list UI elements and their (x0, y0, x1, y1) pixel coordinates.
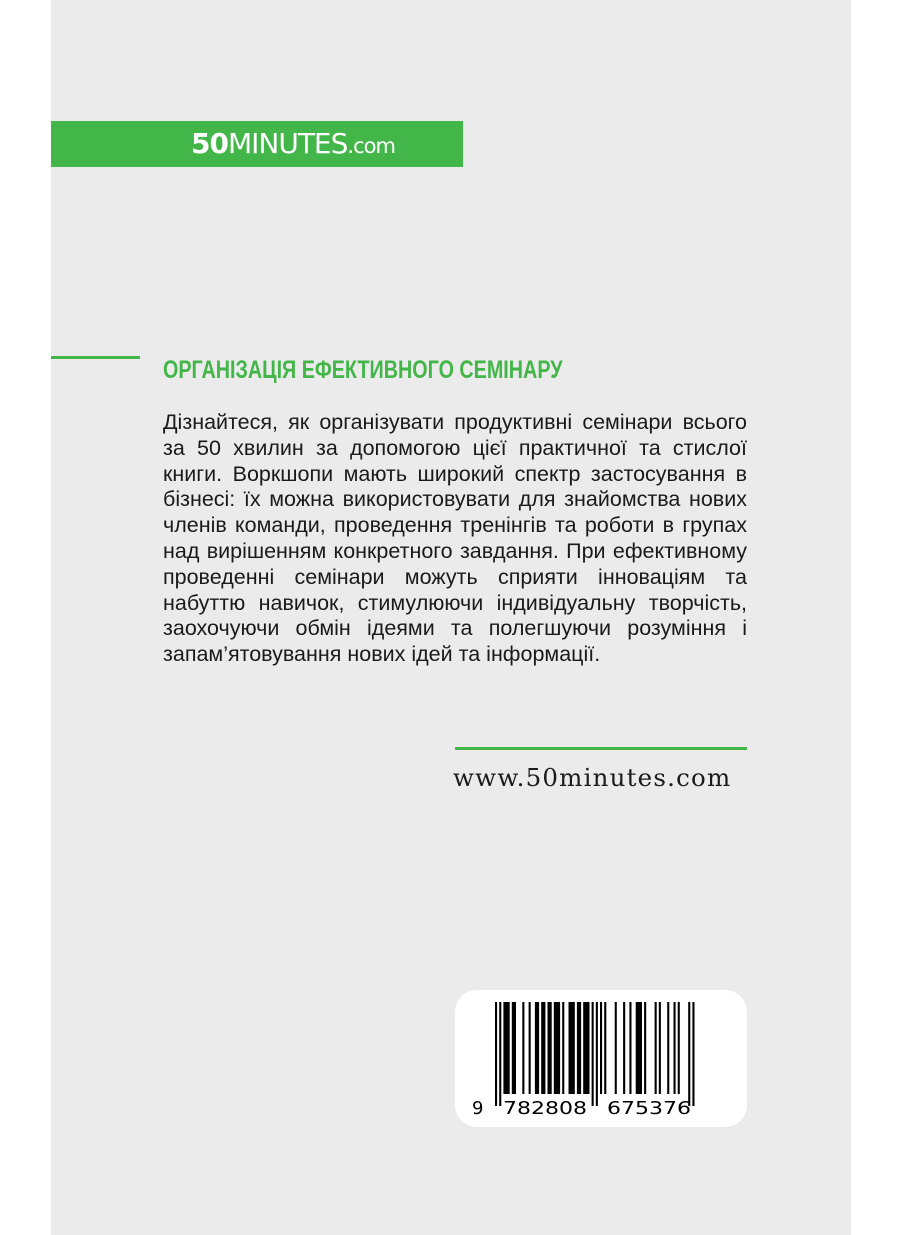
barcode-bar (562, 1002, 564, 1094)
barcode-bar (659, 1002, 661, 1094)
url-accent-rule (455, 747, 747, 750)
barcode-bar (541, 1002, 545, 1094)
barcode-bar (596, 1002, 598, 1106)
barcode-digit-prefix: 9 (472, 1098, 484, 1119)
barcode-bar (615, 1002, 617, 1094)
brand-name: MINUTES (227, 127, 348, 160)
barcode-bar (554, 1002, 560, 1094)
barcode-bar (644, 1002, 646, 1094)
barcode-digits (472, 1098, 691, 1119)
barcode-bar (688, 1002, 690, 1106)
brand-banner (51, 121, 463, 167)
barcode-bar (569, 1002, 575, 1094)
brand-suffix: .com (347, 134, 395, 158)
barcode-digits-left: 782808 (503, 1098, 587, 1119)
barcode-bar (548, 1002, 552, 1094)
barcode-bar (495, 1002, 497, 1106)
barcode-bar (623, 1002, 625, 1094)
barcode-bar (535, 1002, 539, 1094)
barcode-bars (495, 1002, 695, 1106)
barcode-bar (592, 1002, 594, 1106)
website-url: www.50minutes.com (453, 763, 732, 792)
book-description: Дізнайтеся, як організувати продуктивні семінари всього за 50 хвилин за допомогою цієї практичної та стислої книги. Воркшопи мають широкий спектр застосування в бізнесі: їх можна використовувати для знайомства нових членів команди, проведення тренінгів та роботи в групах над вирішенням конкретного завдання. При ефективному проведенні семінари можуть сприяти інноваціям та набуттю навичок, стимулюючи індивідуальну творчість, заохочуючи обмін ідеями та полегшуючи розуміння і запам’ятовування нових ідей та інформації. (163, 410, 747, 667)
barcode-bar (655, 1002, 657, 1094)
brand-logo (191, 128, 395, 162)
back-cover (51, 0, 851, 1235)
barcode-bar (636, 1002, 642, 1094)
barcode-bar (600, 1002, 602, 1094)
barcode-graphic (455, 990, 747, 1127)
barcode-bar (667, 1002, 669, 1094)
barcode-bar (499, 1002, 501, 1106)
barcode-bar (577, 1002, 581, 1094)
barcode-bar (604, 1002, 606, 1094)
brand-number: 50 (191, 127, 228, 160)
barcode-bar (529, 1002, 531, 1094)
barcode-bar (674, 1002, 676, 1094)
barcode-bar (629, 1002, 631, 1094)
title-accent-rule (51, 356, 140, 359)
book-title: ОРГАНІЗАЦІЯ ЕФЕКТИВНОГО СЕМІНАРУ (163, 356, 563, 384)
barcode-bar (692, 1002, 694, 1106)
barcode-bar (522, 1002, 524, 1094)
barcode-digits-right: 675376 (607, 1098, 691, 1119)
barcode-bar (512, 1002, 516, 1094)
barcode-bar (678, 1002, 680, 1094)
barcode-bar (583, 1002, 589, 1094)
barcode-bar (503, 1002, 509, 1094)
isbn-barcode (455, 990, 747, 1127)
